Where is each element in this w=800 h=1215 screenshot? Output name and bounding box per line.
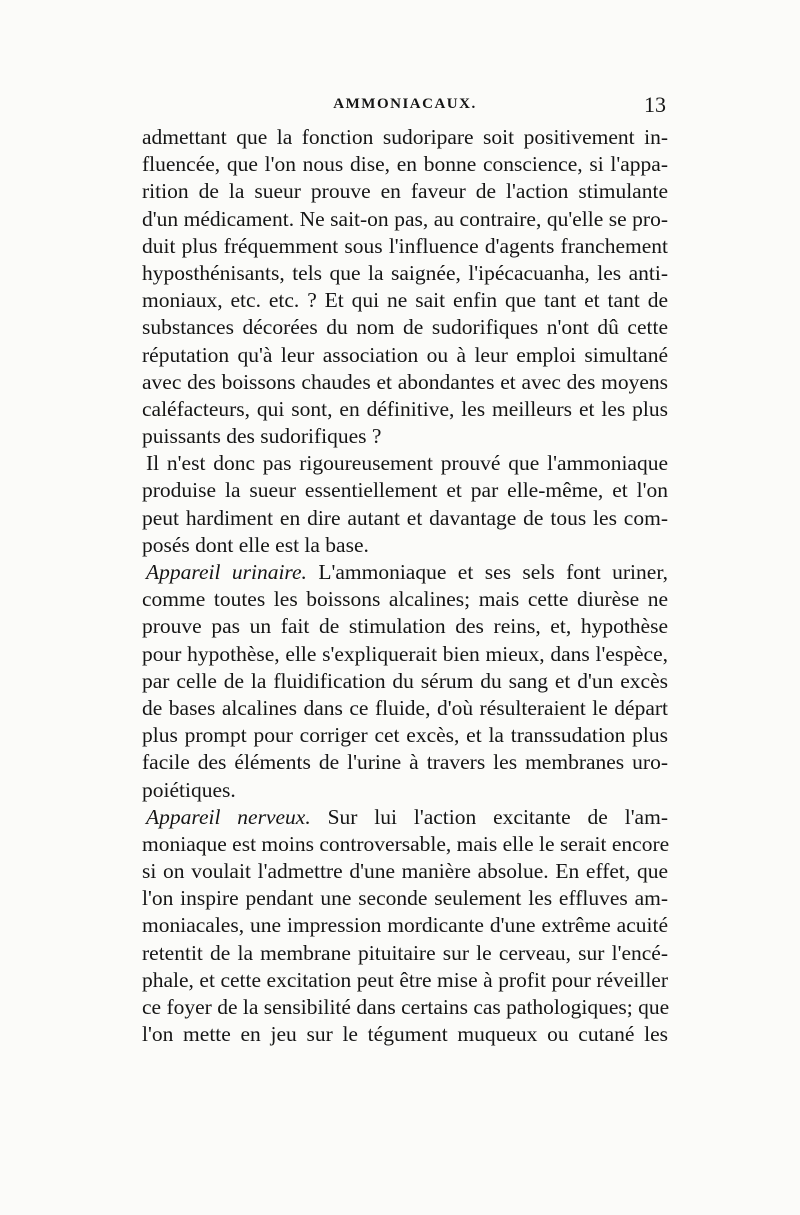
body-text [142, 124, 668, 1048]
text-line [142, 559, 668, 586]
text-line [142, 912, 668, 939]
line-text: caléfacteurs, qui sont, en définitive, les meilleurs et les plus [142, 396, 668, 421]
line-text: plus prompt pour corriger cet excès, et la transsudation plus [142, 723, 668, 748]
text-line [142, 858, 668, 885]
text-line [142, 124, 668, 151]
text-line [142, 668, 668, 695]
text-line [142, 233, 668, 260]
line-text: d'un médicament. Ne sait-on pas, au contraire, qu'elle se pro- [142, 206, 668, 231]
text-line [142, 804, 668, 831]
line-text: moniaux, etc. etc. ? Et qui ne sait enfin que tant et tant de [142, 288, 668, 313]
text-line [142, 777, 668, 804]
line-text: par celle de la fluidification du sérum du sang et d'un excès [142, 668, 668, 693]
text-line [142, 722, 668, 749]
line-text: avec des boissons chaudes et abondantes et avec des moyens [142, 369, 668, 394]
line-text: l'on mette en jeu sur le tégument muqueux ou cutané les [142, 1022, 668, 1047]
line-text: l'on inspire pendant une seconde seulement les effluves am- [142, 886, 668, 911]
text-line [142, 613, 668, 640]
text-line [142, 532, 668, 559]
page-header [142, 92, 668, 122]
line-text: moniaque est moins controversable, mais elle le serait encore [142, 831, 670, 856]
text-line [142, 695, 668, 722]
line-text: produise la sueur essentiellement et par elle-même, et l'on [142, 478, 668, 503]
line-text: réputation qu'à leur association ou à leur emploi simultané [142, 342, 668, 367]
line-text: posés dont elle est la base. [142, 532, 369, 557]
line-text: rition de la sueur prouve en faveur de l'action stimulante [142, 179, 668, 204]
line-text: pour hypothèse, elle s'expliquerait bien mieux, dans l'espèce, [142, 641, 668, 666]
text-line [142, 940, 668, 967]
text-line [142, 423, 668, 450]
line-text: phale, et cette excitation peut être mise à profit pour réveiller [142, 967, 668, 992]
text-line [142, 586, 668, 613]
line-text: de bases alcalines dans ce fluide, d'où résulteraient le départ [142, 695, 668, 720]
text-line [142, 994, 668, 1021]
line-text: facile des éléments de l'urine à travers les membranes uro- [142, 750, 668, 775]
line-text: comme toutes les boissons alcalines; mais cette diurèse ne [142, 587, 668, 612]
text-line [142, 477, 668, 504]
book-page [142, 92, 668, 1048]
line-text: ce foyer de la sensibilité dans certains cas pathologiques; que [142, 995, 670, 1019]
text-line [142, 206, 668, 233]
line-text: duit plus fréquemment sous l'influence d'agents franchement [142, 233, 668, 258]
text-line [142, 151, 668, 178]
line-text: hyposthénisants, tels que la saignée, l'ipécacuanha, les anti- [142, 260, 668, 285]
text-line [142, 314, 668, 341]
section-lead: Appareil urinaire. [146, 560, 307, 584]
text-line [142, 1021, 668, 1048]
text-line [142, 831, 668, 858]
line-text: prouve pas un fait de stimulation des reins, et, hypothèse [142, 614, 668, 639]
text-line [142, 505, 668, 532]
running-title: AMMONIACAUX. [333, 96, 477, 112]
line-text: fluencée, que l'on nous dise, en bonne conscience, si l'appa- [142, 152, 668, 177]
text-line [142, 178, 668, 205]
text-line [142, 287, 668, 314]
section-lead: Appareil nerveux. [146, 804, 311, 829]
text-line [142, 396, 668, 423]
line-text: Il n'est donc pas rigoureusement prouvé que l'ammoniaque [146, 451, 668, 476]
line-text: L'ammoniaque et ses sels font uriner, [306, 560, 668, 584]
text-line [142, 641, 668, 668]
text-line [142, 369, 668, 396]
line-text: Sur lui l'action excitante de l'am- [310, 804, 668, 829]
line-text: si on voulait l'admettre d'une manière absolue. En effet, que [142, 859, 668, 884]
text-line [142, 749, 668, 776]
line-text: substances décorées du nom de sudorifiques n'ont dû cette [142, 315, 668, 340]
text-line [142, 450, 668, 477]
text-line [142, 342, 668, 369]
page-number: 13 [644, 92, 666, 117]
text-line [142, 967, 668, 994]
text-line [142, 260, 668, 287]
line-text: poiétiques. [142, 777, 236, 802]
line-text: admettant que la fonction sudoripare soit positivement in- [142, 125, 668, 149]
line-text: peut hardiment en dire autant et davantage de tous les com- [142, 505, 668, 530]
line-text: puissants des sudorifiques ? [142, 424, 382, 449]
line-text: retentit de la membrane pituitaire sur le cerveau, sur l'encé- [142, 940, 668, 965]
line-text: moniacales, une impression mordicante d'une extrême acuité [142, 913, 668, 938]
text-line [142, 885, 668, 912]
